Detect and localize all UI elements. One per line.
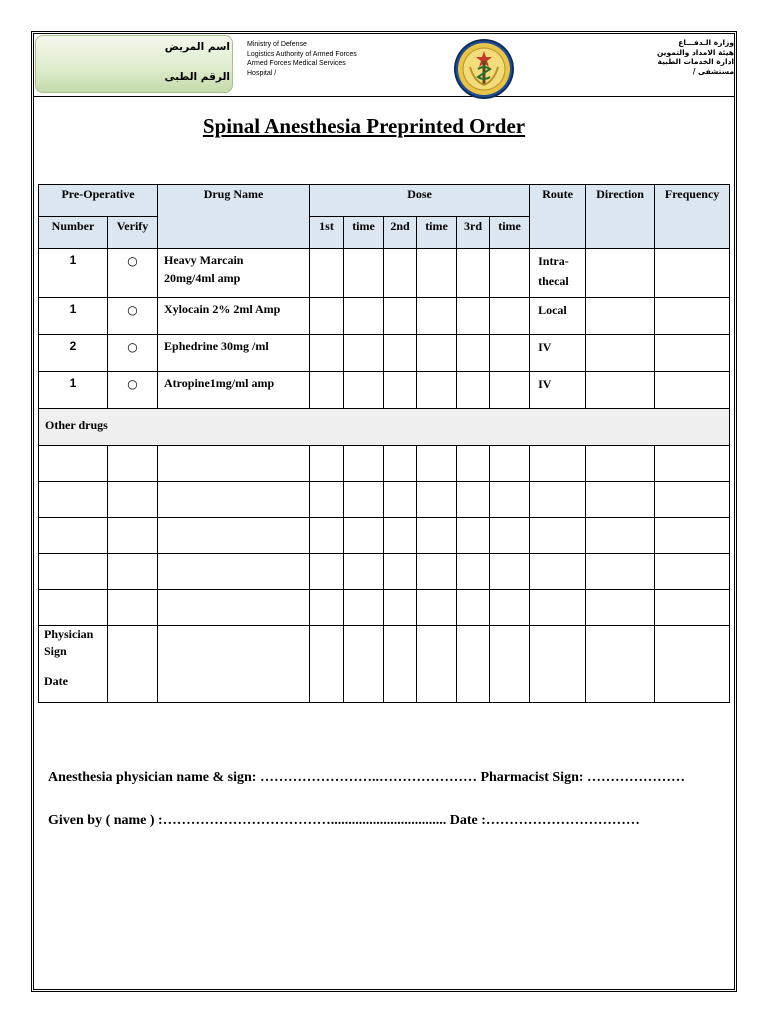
dose-cell[interactable] [457,335,490,372]
frequency-cell[interactable] [655,249,730,298]
route-cell: IV [530,372,586,409]
arabic-ministry-block [594,38,734,76]
dose-cell[interactable] [310,249,344,298]
dose-cell[interactable] [384,298,417,335]
drug-name-cell [158,249,310,298]
dose-cell[interactable] [310,372,344,409]
physician-label: Physician [44,627,94,641]
frequency-cell[interactable] [655,372,730,409]
number-cell: 1 [39,298,108,335]
number-cell: 2 [39,335,108,372]
order-table [38,184,730,703]
dose-cell[interactable] [344,335,384,372]
dose-cell[interactable] [457,298,490,335]
anesthesia-pharmacist-sign-line: Anesthesia physician name & sign: ……………………..………………… Pharmacist Sign: ………………… [48,770,686,785]
table-row [39,298,730,335]
dose-cell[interactable] [310,298,344,335]
dose-cell[interactable] [417,335,457,372]
date-label: Date [44,674,68,688]
physician-sign-row [39,626,730,703]
dose-2nd-header: 2nd [384,217,417,249]
dose-cell[interactable] [344,372,384,409]
frequency-header: Frequency [655,185,730,249]
arabic-line: ادارة الخدمات الطبية [657,57,734,66]
direction-cell[interactable] [586,249,655,298]
dose-cell[interactable] [344,298,384,335]
dose-cell[interactable] [457,249,490,298]
route-header: Route [530,185,586,249]
table-row [39,249,730,298]
blank-row[interactable] [39,482,730,518]
verify-checkbox[interactable]: ○ [108,372,158,409]
blank-row[interactable] [39,554,730,590]
other-drugs-label: Other drugs [39,409,730,446]
drug-name-cell: Xylocain 2% 2ml Amp [158,298,310,335]
arabic-line: مستشفى / [692,66,734,76]
verify-checkbox[interactable]: ○ [108,335,158,372]
drug-name-line: 20mg/4ml amp [164,271,241,285]
other-drugs-row [39,409,730,446]
sign-cell[interactable] [108,626,158,703]
frequency-cell[interactable] [655,298,730,335]
dose-cell[interactable] [384,249,417,298]
dose-time-header: time [490,217,530,249]
number-cell: 1 [39,249,108,298]
arabic-line: هيئة الامداد والتموين [656,47,734,57]
patient-name-label: اسم المريض [164,41,230,53]
ministry-block [247,40,357,78]
dose-1st-header: 1st [310,217,344,249]
dose-cell[interactable] [384,372,417,409]
blank-row[interactable] [39,518,730,554]
dose-cell[interactable] [490,372,530,409]
arabic-line: وزارة الـدفـــاع [678,38,734,47]
drug-name-line: Heavy Marcain [164,253,244,267]
route-cell [530,249,586,298]
pre-operative-header: Pre-Operative [39,185,158,217]
page-title: Spinal Anesthesia Preprinted Order [202,114,526,138]
dose-cell[interactable] [490,335,530,372]
table-row [39,372,730,409]
dose-cell[interactable] [384,335,417,372]
direction-cell[interactable] [586,335,655,372]
dose-time-header: time [344,217,384,249]
sign-cell[interactable] [158,626,310,703]
number-header: Number [39,217,108,249]
route-cell: Local [530,298,586,335]
drug-name-cell: Ephedrine 30mg /ml [158,335,310,372]
verify-checkbox[interactable]: ○ [108,249,158,298]
ministry-line: Ministry of Defense [247,41,307,48]
route-line: thecal [538,274,569,288]
blank-row[interactable] [39,590,730,626]
table-row [39,335,730,372]
number-cell: 1 [39,372,108,409]
armed-forces-medical-emblem-icon [452,37,516,101]
dose-time-header: time [417,217,457,249]
verify-header: Verify [108,217,158,249]
dose-cell[interactable] [310,335,344,372]
given-by-date-line: Given by ( name ) :………………………………................................. Date :…………………………… [48,813,640,828]
ministry-line: Hospital / [247,69,277,77]
medical-number-label: الرقم الطبى [164,71,230,83]
dose-cell[interactable] [417,372,457,409]
ministry-line: Logistics Authority of Armed Forces [247,50,357,58]
direction-header: Direction [586,185,655,249]
blank-row[interactable] [39,446,730,482]
sign-label: Sign [44,644,67,658]
physician-sign-cell [39,626,108,703]
verify-checkbox[interactable]: ○ [108,298,158,335]
frequency-cell[interactable] [655,335,730,372]
dose-cell[interactable] [457,372,490,409]
dose-header: Dose [310,185,530,217]
drug-name-cell: Atropine1mg/ml amp [158,372,310,409]
dose-cell[interactable] [344,249,384,298]
drug-name-header: Drug Name [158,185,310,249]
dose-cell[interactable] [490,298,530,335]
direction-cell[interactable] [586,298,655,335]
ministry-line: Armed Forces Medical Services [247,60,346,67]
route-line: Intra- [538,254,569,268]
dose-cell[interactable] [417,298,457,335]
dose-cell[interactable] [490,249,530,298]
direction-cell[interactable] [586,372,655,409]
dose-cell[interactable] [417,249,457,298]
dose-3rd-header: 3rd [457,217,490,249]
route-cell: IV [530,335,586,372]
